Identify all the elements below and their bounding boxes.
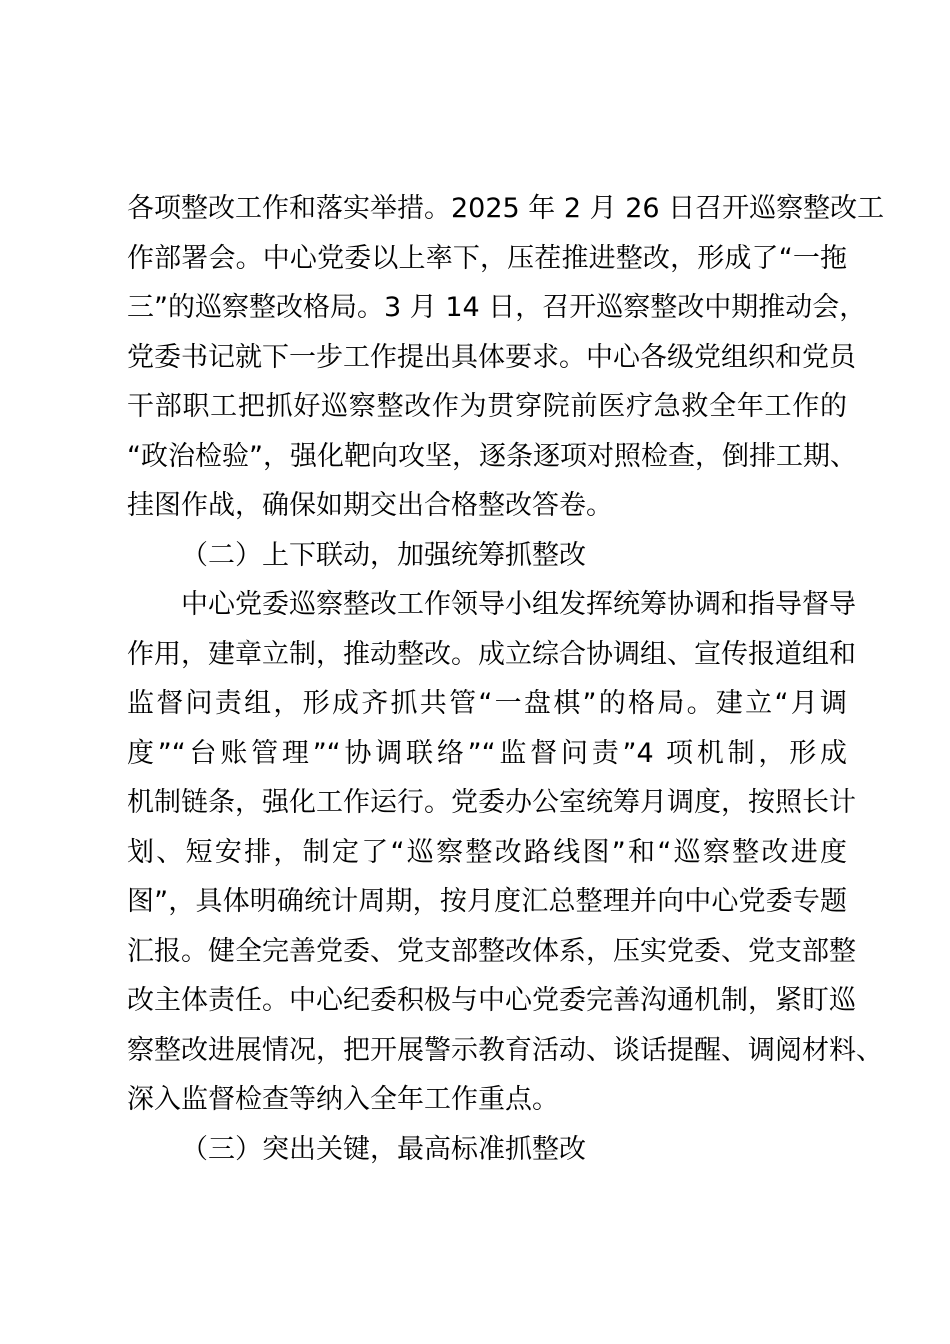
paragraph-line: 中心党委巡察整改工作领导小组发挥统筹协调和指导督导	[181, 589, 856, 620]
paragraph-2	[127, 580, 883, 1125]
paragraph-line: 察整改进展情况，把开展警示教育活动、谈话提醒、调阅材料、	[127, 1034, 883, 1066]
paragraph-line: 三”的巡察整改格局。3 月 14 日，召开巡察整改中期推动会，	[127, 292, 867, 323]
paragraph-line: 作用，建章立制，推动整改。成立综合协调组、宣传报道组和	[127, 638, 856, 670]
paragraph-line: 各项整改工作和落实举措。2025 年 2 月 26 日召开巡察整改工	[127, 193, 885, 224]
section-heading-3: （三）突出关键，最高标准抓整改	[181, 1133, 586, 1165]
paragraph-line: 图”，具体明确统计周期，按月度汇总整理并向中心党委专题	[127, 886, 847, 917]
paragraph-1	[127, 184, 885, 531]
paragraph-line: 干部职工把抓好巡察整改作为贯穿院前医疗急救全年工作的	[127, 391, 847, 422]
section-heading-2: （二）上下联动，加强统筹抓整改	[181, 539, 586, 571]
paragraph-line: 监督问责组，形成齐抓共管“一盘棋”的格局。建立“月调	[127, 688, 847, 719]
paragraph-line: 深入监督检查等纳入全年工作重点。	[127, 1084, 559, 1115]
paragraph-line: “政治检验”，强化靶向攻坚，逐条逐项对照检查，倒排工期、	[127, 440, 857, 472]
paragraph-line: 度”“台账管理”“协调联络”“监督问责”4 项机制，形成	[127, 737, 847, 769]
paragraph-line: 挂图作战，确保如期交出合格整改答卷。	[127, 490, 613, 521]
paragraph-line: 机制链条，强化工作运行。党委办公室统筹月调度，按照长计	[127, 787, 856, 818]
paragraph-line: 汇报。健全完善党委、党支部整改体系，压实党委、党支部整	[127, 935, 856, 967]
paragraph-line: 改主体责任。中心纪委积极与中心党委完善沟通机制，紧盯巡	[127, 985, 856, 1016]
document-body	[127, 184, 885, 1174]
paragraph-line: 作部署会。中心党委以上率下，压茬推进整改，形成了“一拖	[127, 242, 847, 274]
paragraph-line: 划、短安排，制定了“巡察整改路线图”和“巡察整改进度	[127, 836, 847, 868]
paragraph-line: 党委书记就下一步工作提出具体要求。中心各级党组织和党员	[127, 341, 856, 373]
